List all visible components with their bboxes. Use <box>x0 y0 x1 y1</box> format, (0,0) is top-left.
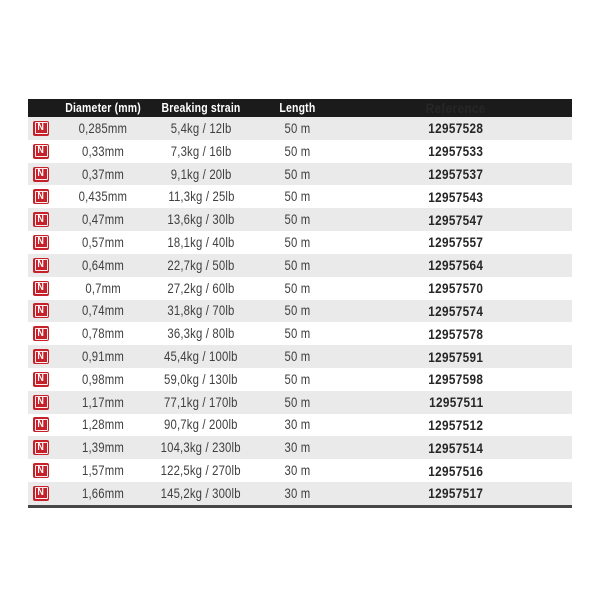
reference-value: 12957514 <box>428 439 484 456</box>
breaking-strain-value: 27,2kg / 60lb <box>167 280 235 296</box>
header-breaking-strain-label: Breaking strain <box>161 101 241 115</box>
brand-n-icon-letter: N <box>37 236 45 248</box>
breaking-strain-cell <box>148 482 254 505</box>
reference-value: 12957511 <box>428 394 484 411</box>
diameter-value: 0,74mm <box>82 303 124 319</box>
table-row <box>28 231 572 254</box>
length-cell <box>254 208 340 231</box>
reference-value: 12957512 <box>428 416 484 433</box>
brand-n-icon <box>33 258 49 273</box>
breaking-strain-value: 11,3kg / 25lb <box>167 189 235 205</box>
length-cell <box>254 300 340 323</box>
length-value: 50 m <box>284 257 310 273</box>
length-cell <box>254 277 340 300</box>
table-row <box>28 208 572 231</box>
row-icon-cell <box>28 254 58 277</box>
reference-value: 12957517 <box>428 485 484 502</box>
brand-n-icon <box>33 189 49 204</box>
brand-n-icon-letter: N <box>37 373 45 385</box>
length-value: 50 m <box>284 189 310 205</box>
breaking-strain-value: 22,7kg / 50lb <box>167 257 235 273</box>
brand-n-icon <box>33 303 49 318</box>
breaking-strain-value: 104,3kg / 230lb <box>160 440 242 456</box>
table-row <box>28 322 572 345</box>
brand-n-icon-letter: N <box>37 259 45 271</box>
breaking-strain-value: 59,0kg / 130lb <box>164 371 238 387</box>
reference-value: 12957564 <box>428 257 484 274</box>
brand-n-icon-letter: N <box>37 418 45 430</box>
row-icon-cell <box>28 391 58 414</box>
breaking-strain-value: 9,1kg / 20lb <box>170 166 232 182</box>
row-icon-cell <box>28 459 58 482</box>
diameter-cell <box>58 117 148 140</box>
diameter-cell <box>58 391 148 414</box>
diameter-cell <box>58 436 148 459</box>
breaking-strain-cell <box>148 368 254 391</box>
row-icon-cell <box>28 185 58 208</box>
table-row <box>28 345 572 368</box>
diameter-value: 0,78mm <box>82 326 124 342</box>
diameter-cell <box>58 185 148 208</box>
reference-cell <box>340 208 572 231</box>
brand-n-icon <box>33 121 49 136</box>
row-icon-cell <box>28 231 58 254</box>
length-value: 50 m <box>284 212 310 228</box>
diameter-cell <box>58 322 148 345</box>
diameter-cell <box>58 300 148 323</box>
row-icon-cell <box>28 482 58 505</box>
diameter-cell <box>58 231 148 254</box>
diameter-cell <box>58 414 148 437</box>
diameter-value: 0,33mm <box>82 143 124 159</box>
row-icon-cell <box>28 368 58 391</box>
brand-n-icon <box>33 144 49 159</box>
header-reference-label: Reference <box>426 100 486 116</box>
length-cell <box>254 391 340 414</box>
header-diameter-label: Diameter (mm) <box>65 101 141 115</box>
brand-n-icon <box>33 349 49 364</box>
breaking-strain-value: 31,8kg / 70lb <box>167 303 235 319</box>
brand-n-icon-letter: N <box>37 213 45 225</box>
reference-value: 12957537 <box>428 166 484 183</box>
length-value: 50 m <box>284 280 310 296</box>
reference-cell <box>340 185 572 208</box>
length-value: 50 m <box>284 326 310 342</box>
breaking-strain-cell <box>148 436 254 459</box>
diameter-value: 1,28mm <box>82 417 124 433</box>
diameter-value: 1,39mm <box>82 440 124 456</box>
length-value: 30 m <box>284 417 310 433</box>
table-row <box>28 140 572 163</box>
length-value: 50 m <box>284 143 310 159</box>
reference-value: 12957516 <box>428 462 484 479</box>
reference-value: 12957591 <box>428 348 484 365</box>
reference-value: 12957557 <box>428 234 484 251</box>
reference-value: 12957578 <box>428 325 484 342</box>
brand-n-icon-letter: N <box>37 168 45 180</box>
breaking-strain-cell <box>148 414 254 437</box>
diameter-value: 0,37mm <box>82 166 124 182</box>
brand-n-icon <box>33 440 49 455</box>
breaking-strain-cell <box>148 163 254 186</box>
diameter-value: 1,57mm <box>82 463 124 479</box>
row-icon-cell <box>28 163 58 186</box>
product-variant-table <box>28 99 572 508</box>
row-icon-cell <box>28 300 58 323</box>
length-value: 30 m <box>284 485 310 501</box>
length-cell <box>254 185 340 208</box>
brand-n-icon-letter: N <box>37 396 45 408</box>
reference-cell <box>340 436 572 459</box>
brand-n-icon <box>33 372 49 387</box>
brand-n-icon-letter: N <box>37 327 45 339</box>
breaking-strain-value: 145,2kg / 300lb <box>160 485 242 501</box>
diameter-cell <box>58 163 148 186</box>
diameter-value: 1,66mm <box>82 485 124 501</box>
length-cell <box>254 163 340 186</box>
breaking-strain-cell <box>148 459 254 482</box>
breaking-strain-cell <box>148 300 254 323</box>
row-icon-cell <box>28 345 58 368</box>
table-row <box>28 368 572 391</box>
length-cell <box>254 117 340 140</box>
diameter-cell <box>58 459 148 482</box>
brand-n-icon-letter: N <box>37 464 45 476</box>
diameter-value: 1,17mm <box>82 394 124 410</box>
length-value: 50 m <box>284 371 310 387</box>
reference-cell <box>340 414 572 437</box>
diameter-cell <box>58 277 148 300</box>
reference-cell <box>340 117 572 140</box>
table-row <box>28 391 572 414</box>
length-cell <box>254 254 340 277</box>
length-value: 50 m <box>284 166 310 182</box>
header-icon-spacer <box>28 99 58 117</box>
breaking-strain-value: 18,1kg / 40lb <box>167 234 235 250</box>
table-body <box>28 117 572 505</box>
reference-cell <box>340 368 572 391</box>
length-cell <box>254 322 340 345</box>
reference-value: 12957598 <box>428 371 484 388</box>
breaking-strain-cell <box>148 117 254 140</box>
reference-value: 12957528 <box>428 120 484 137</box>
diameter-cell <box>58 254 148 277</box>
diameter-value: 0,285mm <box>78 120 128 136</box>
diameter-cell <box>58 482 148 505</box>
breaking-strain-cell <box>148 254 254 277</box>
length-value: 50 m <box>284 394 310 410</box>
breaking-strain-value: 13,6kg / 30lb <box>167 212 235 228</box>
length-cell <box>254 345 340 368</box>
reference-value: 12957570 <box>428 280 484 297</box>
reference-cell <box>340 254 572 277</box>
brand-n-icon-letter: N <box>37 282 45 294</box>
header-length <box>254 99 340 117</box>
length-cell <box>254 459 340 482</box>
reference-cell <box>340 459 572 482</box>
length-value: 50 m <box>284 120 310 136</box>
reference-cell <box>340 163 572 186</box>
table-row <box>28 459 572 482</box>
length-cell <box>254 140 340 163</box>
diameter-value: 0,47mm <box>82 212 124 228</box>
reference-cell <box>340 277 572 300</box>
table-row <box>28 163 572 186</box>
brand-n-icon-letter: N <box>37 122 45 134</box>
diameter-value: 0,57mm <box>82 234 124 250</box>
brand-n-icon <box>33 417 49 432</box>
reference-cell <box>340 322 572 345</box>
reference-cell <box>340 300 572 323</box>
table-header-row <box>28 99 572 117</box>
length-value: 30 m <box>284 463 310 479</box>
length-value: 50 m <box>284 349 310 365</box>
row-icon-cell <box>28 436 58 459</box>
reference-cell <box>340 391 572 414</box>
brand-n-icon-letter: N <box>37 350 45 362</box>
breaking-strain-value: 122,5kg / 270lb <box>160 463 242 479</box>
breaking-strain-value: 7,3kg / 16lb <box>170 143 232 159</box>
diameter-cell <box>58 140 148 163</box>
brand-n-icon <box>33 167 49 182</box>
header-reference <box>340 99 572 117</box>
row-icon-cell <box>28 117 58 140</box>
breaking-strain-value: 36,3kg / 80lb <box>167 326 235 342</box>
brand-n-icon-letter: N <box>37 304 45 316</box>
length-cell <box>254 482 340 505</box>
breaking-strain-value: 77,1kg / 170lb <box>164 394 238 410</box>
row-icon-cell <box>28 277 58 300</box>
reference-cell <box>340 482 572 505</box>
breaking-strain-cell <box>148 345 254 368</box>
reference-value: 12957543 <box>428 188 484 205</box>
table-row <box>28 414 572 437</box>
length-cell <box>254 414 340 437</box>
brand-n-icon-letter: N <box>37 190 45 202</box>
reference-value: 12957547 <box>428 211 484 228</box>
breaking-strain-cell <box>148 208 254 231</box>
table-row <box>28 300 572 323</box>
brand-n-icon <box>33 486 49 501</box>
diameter-value: 0,435mm <box>78 189 128 205</box>
breaking-strain-value: 90,7kg / 200lb <box>164 417 238 433</box>
table-row <box>28 436 572 459</box>
diameter-value: 0,98mm <box>82 371 124 387</box>
breaking-strain-cell <box>148 391 254 414</box>
breaking-strain-cell <box>148 185 254 208</box>
length-cell <box>254 231 340 254</box>
brand-n-icon <box>33 395 49 410</box>
diameter-cell <box>58 345 148 368</box>
table-row <box>28 277 572 300</box>
header-diameter <box>58 99 148 117</box>
brand-n-icon-letter: N <box>37 487 45 499</box>
header-breaking-strain <box>148 99 254 117</box>
table-row <box>28 117 572 140</box>
brand-n-icon-letter: N <box>37 145 45 157</box>
diameter-value: 0,7mm <box>85 280 121 296</box>
row-icon-cell <box>28 140 58 163</box>
brand-n-icon <box>33 281 49 296</box>
table-row <box>28 482 572 505</box>
length-value: 50 m <box>284 303 310 319</box>
brand-n-icon <box>33 212 49 227</box>
length-value: 30 m <box>284 440 310 456</box>
row-icon-cell <box>28 208 58 231</box>
diameter-cell <box>58 368 148 391</box>
reference-cell <box>340 140 572 163</box>
row-icon-cell <box>28 322 58 345</box>
breaking-strain-cell <box>148 277 254 300</box>
diameter-value: 0,64mm <box>82 257 124 273</box>
reference-value: 12957574 <box>428 302 484 319</box>
table-row <box>28 254 572 277</box>
reference-value: 12957533 <box>428 143 484 160</box>
diameter-cell <box>58 208 148 231</box>
breaking-strain-cell <box>148 322 254 345</box>
brand-n-icon <box>33 326 49 341</box>
row-icon-cell <box>28 414 58 437</box>
header-length-label: Length <box>278 101 315 115</box>
diameter-value: 0,91mm <box>82 349 124 365</box>
breaking-strain-cell <box>148 140 254 163</box>
table-row <box>28 185 572 208</box>
breaking-strain-value: 5,4kg / 12lb <box>170 120 232 136</box>
reference-cell <box>340 345 572 368</box>
length-value: 50 m <box>284 234 310 250</box>
length-cell <box>254 368 340 391</box>
reference-cell <box>340 231 572 254</box>
brand-n-icon-letter: N <box>37 441 45 453</box>
breaking-strain-cell <box>148 231 254 254</box>
brand-n-icon <box>33 235 49 250</box>
length-cell <box>254 436 340 459</box>
breaking-strain-value: 45,4kg / 100lb <box>164 349 238 365</box>
brand-n-icon <box>33 463 49 478</box>
